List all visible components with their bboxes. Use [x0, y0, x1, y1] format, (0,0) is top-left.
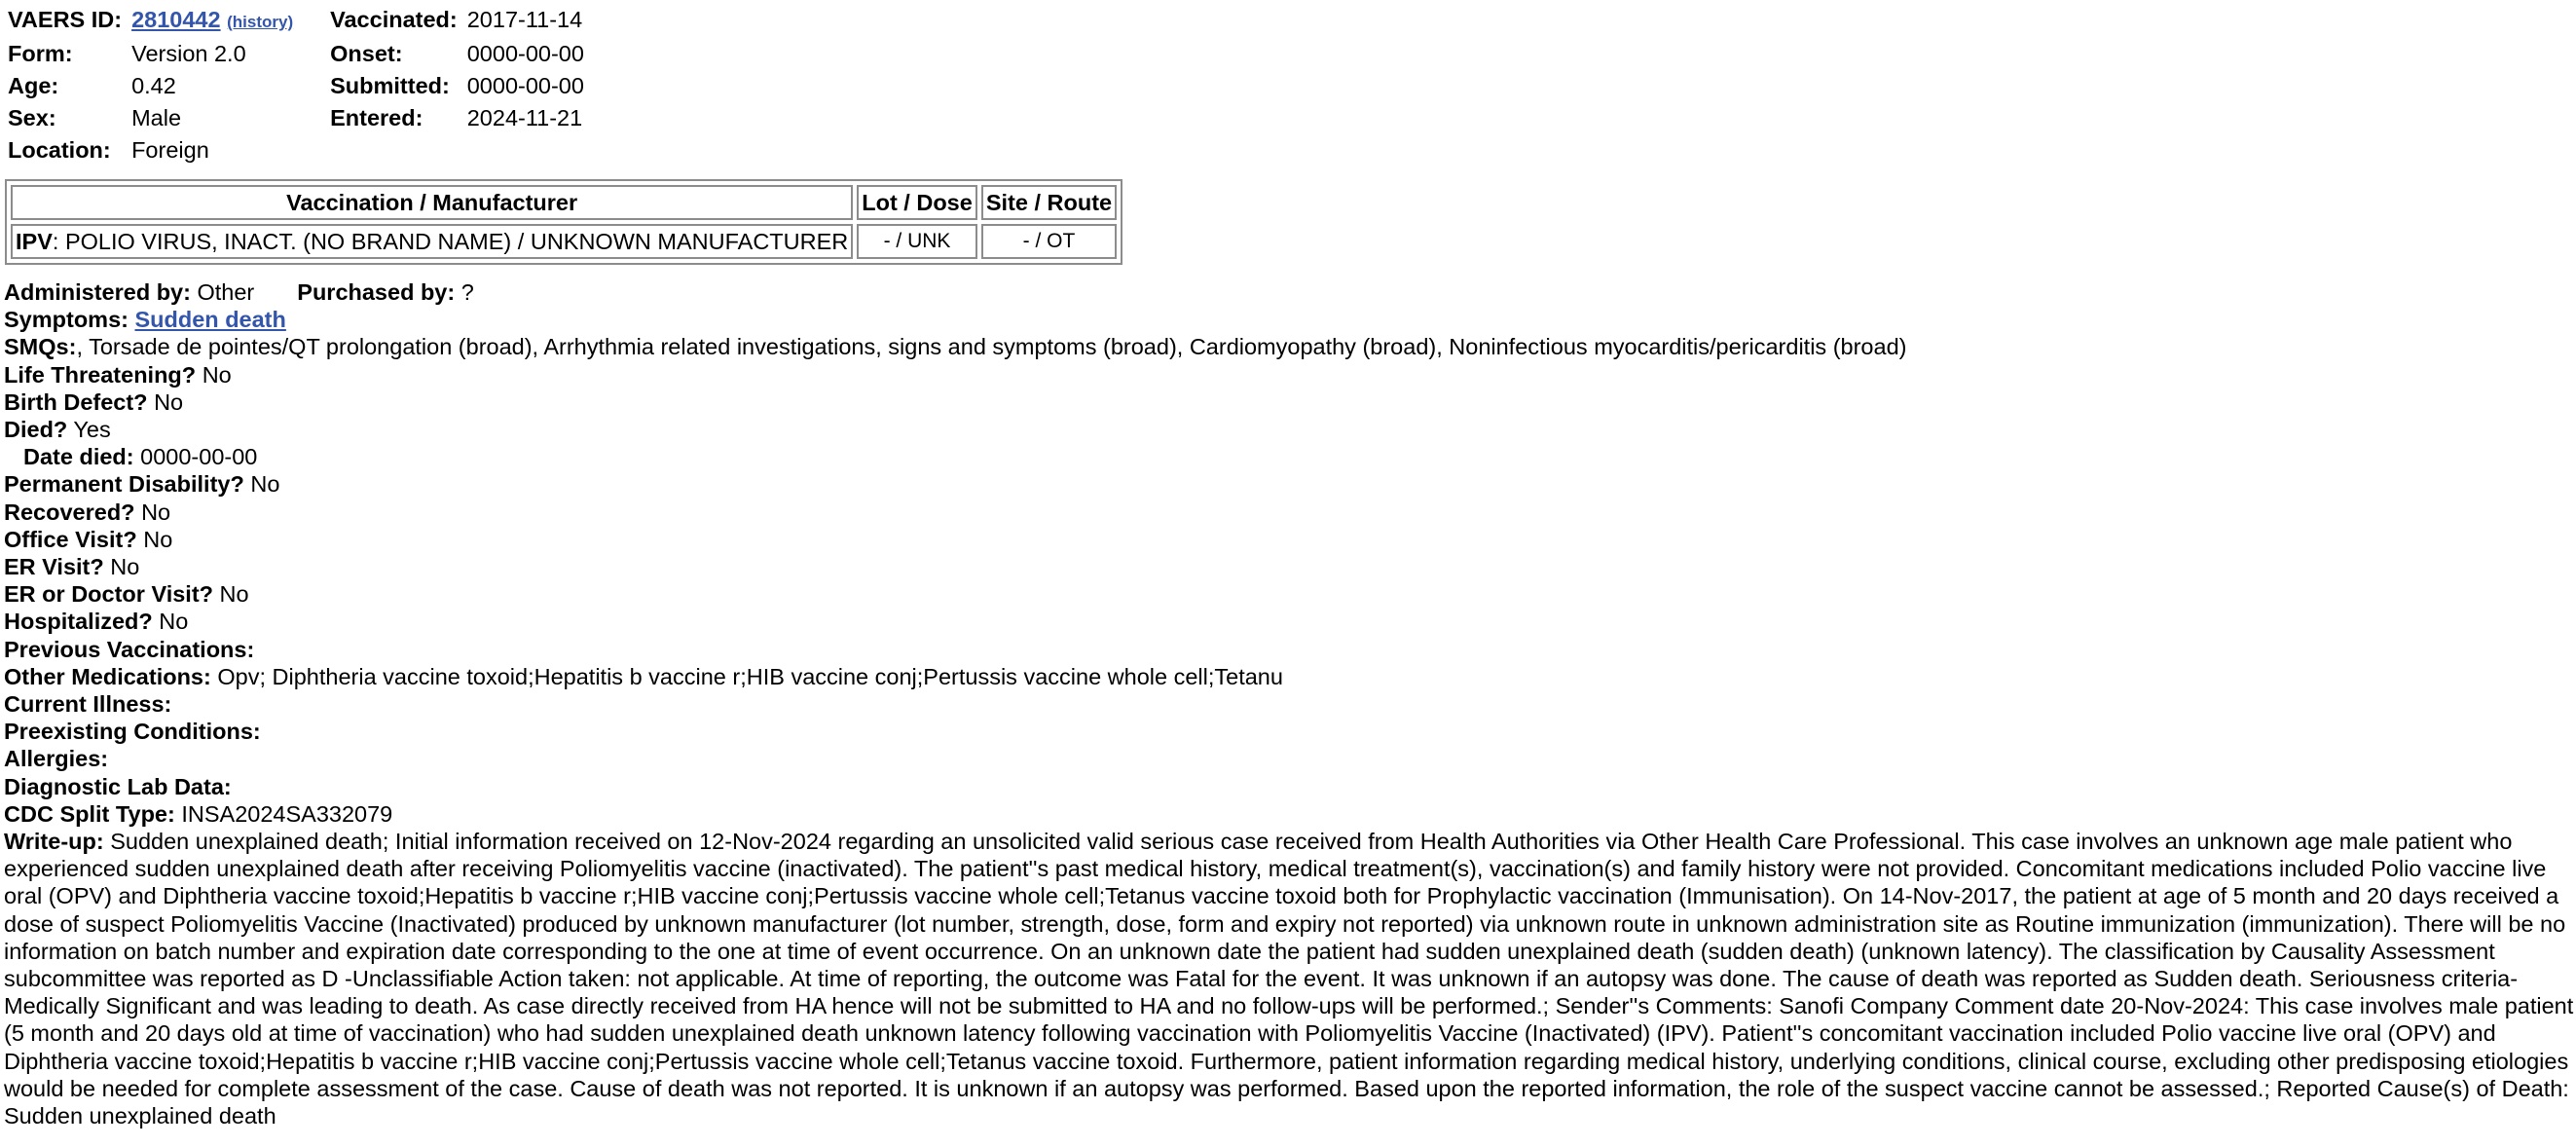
vaccine-name: : POLIO VIRUS, INACT. (NO BRAND NAME) / UNKNOWN MANUFACTURER	[52, 229, 849, 254]
sex-value: Male	[131, 105, 182, 130]
cdc-split-type-value: INSA2024SA332079	[181, 800, 393, 827]
birth-defect-label: Birth Defect?	[4, 388, 148, 415]
lot-dose-cell: - / UNK	[857, 224, 977, 259]
writeup-label: Write-up:	[4, 829, 104, 855]
col-vaccination-manufacturer: Vaccination / Manufacturer	[11, 185, 853, 220]
smqs-row	[4, 333, 2576, 360]
hospitalized-label: Hospitalized?	[4, 609, 153, 635]
submitted-value: 0000-00-00	[466, 73, 584, 98]
recovered-row	[4, 499, 2576, 526]
hospitalized-row	[4, 608, 2576, 635]
smqs-value: , Torsade de pointes/QT prolongation (broad), Arrhythmia related investigations, signs and symptoms (broad), Cardiomyopathy (broad), Noninfectious myocarditis/pericarditis (broad)	[76, 334, 1907, 360]
cdc-split-type-row	[4, 800, 2576, 828]
writeup-text: Sudden unexplained death; Initial information received on 12-Nov-2024 regarding an unsolicited valid serious case received from Health Authorities via Other Health Care Professional. This case involves an unknown age male patient who experienced sudden unexplained death after receiving Poliomyelitis vaccine (inactivated). The patient''s past medical history, medical treatment(s), vaccination(s) and family history were not provided. Concomitant medications included Polio vaccine live oral (OPV) and Diphtheria vaccine toxoid;Hepatitis b vaccine r;HIB vaccine conj;Pertussis vaccine whole cell;Tetanus vaccine toxoid both for Prophylactic vaccination (Immunisation). On 14-Nov-2017, the patient at age of 5 month and 20 days received a dose of suspect Poliomyelitis Vaccine (Inactivated) produced by unknown manufacturer (lot number, strength, dose, form and expiry not reported) via unknown route in unknown administration site as Routine immunization (immunization). There will be no information on batch number and expiration date corresponding to the one at time of event occurrence. On an unknown date the patient had sudden unexplained death (sudden death) (unknown latency). The classification by Causality Assessment subcommittee was reported as D -Unclassifiable Action taken: not applicable. At time of reporting, the outcome was Fatal for the event. It was unknown if an autopsy was done. The cause of death was reported as Sudden death. Seriousness criteria-Medically Significant and was leading to death. As case directly received from HA hence will not be submitted to HA and no follow-ups will be performed.; Sender''s Comments: Sanofi Company Comment date 20-Nov-2024: This case involves male patient (5 month and 20 days old at time of vaccination) who had sudden unexplained death unknown latency following vaccination with Poliomyelitis Vaccine (Inactivated) (IPV). Patient''s concomitant vaccination included Polio vaccine live oral (OPV) and Diphtheria vaccine toxoid;Hepatitis b vaccine r;HIB vaccine conj;Pertussis vaccine whole cell;Tetanus vaccine toxoid. Furthermore, patient information regarding medical history, underlying conditions, clinical course, excluding other predisposing etiologies would be needed for complete assessment of the case. Cause of death was not reported. It is unknown if an autopsy was performed. Based upon the reported information, the role of the suspect vaccine cannot be assessed.; Reported Cause(s) of Death: Sudden unexplained death	[4, 829, 2574, 1129]
vaccination-table	[5, 179, 1122, 265]
onset-value: 0000-00-00	[466, 41, 584, 66]
other-medications-row	[4, 663, 2576, 690]
col-lot-dose: Lot / Dose	[857, 185, 977, 220]
submitted-label: Submitted:	[330, 73, 450, 98]
symptoms-label: Symptoms:	[4, 307, 129, 333]
form-label: Form:	[8, 41, 73, 66]
vaers-id-label: VAERS ID:	[8, 7, 123, 32]
er-doctor-visit-value: No	[219, 581, 249, 608]
symptoms-row	[4, 306, 2576, 333]
administered-by-label: Administered by:	[4, 279, 191, 305]
cdc-split-type-label: CDC Split Type:	[4, 800, 175, 827]
diagnostic-lab-data-label: Diagnostic Lab Data:	[4, 773, 232, 799]
birth-defect-value: No	[154, 388, 184, 415]
life-threatening-label: Life Threatening?	[4, 361, 197, 388]
permanent-disability-row	[4, 470, 2576, 498]
other-medications-value: Opv; Diphtheria vaccine toxoid;Hepatitis b vaccine r;HIB vaccine conj;Pertussis vaccine whole cell;Tetanu	[217, 663, 1283, 689]
symptom-link-sudden-death[interactable]: Sudden death	[134, 307, 286, 333]
table-row	[11, 224, 1117, 259]
onset-label: Onset:	[330, 41, 403, 66]
date-died-value: 0000-00-00	[140, 444, 258, 470]
office-visit-row	[4, 526, 2576, 553]
other-medications-label: Other Medications:	[4, 663, 211, 689]
current-illness-label: Current Illness:	[4, 691, 172, 718]
permanent-disability-value: No	[250, 471, 280, 498]
administered-row	[4, 278, 2576, 306]
vaccinated-label: Vaccinated:	[330, 7, 458, 32]
died-value: Yes	[73, 417, 111, 443]
sex-label: Sex:	[8, 105, 56, 130]
recovered-label: Recovered?	[4, 499, 135, 525]
vaccine-cell	[11, 224, 853, 259]
permanent-disability-label: Permanent Disability?	[4, 471, 244, 498]
died-row	[4, 416, 2576, 443]
report-header-table	[4, 4, 588, 166]
location-label: Location:	[8, 137, 111, 163]
life-threatening-value: No	[202, 361, 232, 388]
vaers-id-cell	[128, 4, 297, 38]
col-site-route: Site / Route	[981, 185, 1117, 220]
er-visit-label: ER Visit?	[4, 554, 104, 580]
er-visit-value: No	[110, 554, 140, 580]
allergies-label: Allergies:	[4, 746, 109, 772]
recovered-value: No	[141, 499, 171, 525]
diagnostic-lab-data-row	[4, 773, 2576, 800]
purchased-by-value: ?	[460, 279, 474, 305]
er-doctor-visit-row	[4, 580, 2576, 608]
allergies-row	[4, 745, 2576, 772]
site-route-cell: - / OT	[981, 224, 1117, 259]
died-label: Died?	[4, 417, 68, 443]
vaccinated-value: 2017-11-14	[466, 7, 583, 32]
current-illness-row	[4, 690, 2576, 718]
preexisting-conditions-row	[4, 718, 2576, 745]
previous-vaccinations-label: Previous Vaccinations:	[4, 636, 255, 662]
birth-defect-row	[4, 388, 2576, 416]
smqs-label: SMQs:	[4, 334, 77, 360]
entered-label: Entered:	[330, 105, 423, 130]
date-died-row	[4, 443, 2576, 470]
administered-by-value: Other	[197, 279, 255, 305]
form-value: Version 2.0	[131, 41, 246, 66]
age-value: 0.42	[131, 73, 176, 98]
vaers-id-link[interactable]: 2810442	[131, 7, 221, 32]
previous-vaccinations-row	[4, 636, 2576, 663]
location-value: Foreign	[131, 137, 209, 163]
vaccination-table-header	[11, 185, 1117, 220]
history-link[interactable]: (history)	[227, 13, 294, 31]
writeup-row	[4, 828, 2574, 1129]
preexisting-conditions-label: Preexisting Conditions:	[4, 719, 261, 745]
life-threatening-row	[4, 361, 2576, 388]
report-details	[4, 278, 2576, 1129]
age-label: Age:	[8, 73, 59, 98]
purchased-by-label: Purchased by:	[297, 279, 456, 305]
hospitalized-value: No	[159, 609, 189, 635]
entered-value: 2024-11-21	[466, 105, 583, 130]
er-doctor-visit-label: ER or Doctor Visit?	[4, 581, 214, 608]
er-visit-row	[4, 553, 2576, 580]
vaccine-code: IPV	[16, 229, 53, 254]
date-died-label: Date died:	[23, 444, 134, 470]
office-visit-value: No	[143, 526, 173, 552]
office-visit-label: Office Visit?	[4, 526, 137, 552]
